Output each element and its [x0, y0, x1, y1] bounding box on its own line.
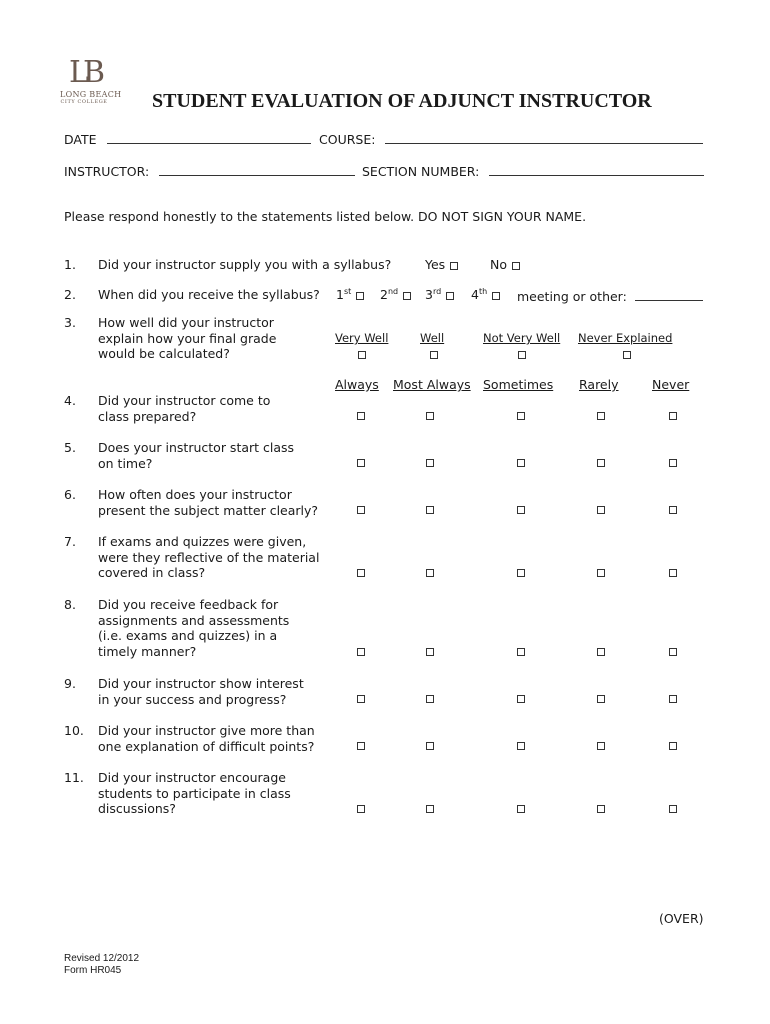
q3-option-well: Well — [420, 331, 445, 345]
footer — [64, 953, 139, 977]
q7-never-checkbox[interactable] — [669, 569, 677, 577]
q5-most-always-checkbox[interactable] — [426, 459, 434, 467]
instructor-label: INSTRUCTOR: — [64, 164, 150, 179]
q3-never-explained-checkbox[interactable] — [623, 351, 631, 359]
q7-sometimes-checkbox[interactable] — [517, 569, 525, 577]
q2-option-2nd: 2nd — [380, 287, 411, 302]
q9-never-checkbox[interactable] — [669, 695, 677, 703]
q2-text: When did you receive the syllabus? — [98, 287, 320, 302]
q4-never-checkbox[interactable] — [669, 412, 677, 420]
q3-well-checkbox[interactable] — [430, 351, 438, 359]
q8-most-always-checkbox[interactable] — [426, 648, 434, 656]
q6-never-checkbox[interactable] — [669, 506, 677, 514]
scale-most-always: Most Always — [393, 377, 471, 392]
college-logo — [60, 55, 122, 105]
page-title: STUDENT EVALUATION OF ADJUNCT INSTRUCTOR — [152, 90, 652, 112]
q1-yes-option: Yes — [425, 257, 458, 272]
q8-sometimes-checkbox[interactable] — [517, 648, 525, 656]
q7-number: 7. — [64, 534, 76, 549]
footer-revised: Revised 12/2012 — [64, 953, 140, 964]
scale-sometimes: Sometimes — [483, 377, 554, 392]
q2-4th-checkbox[interactable] — [492, 292, 500, 300]
q11-never-checkbox[interactable] — [669, 805, 677, 813]
course-input[interactable] — [385, 130, 703, 144]
q3-option-not-very-well: Not Very Well — [483, 331, 561, 345]
q10-always-checkbox[interactable] — [357, 742, 365, 750]
q10-number: 10. — [64, 723, 84, 738]
q2-option-1st: 1st — [336, 287, 364, 302]
course-label: COURSE: — [319, 132, 376, 147]
logo-line1: LONG BEACH — [60, 90, 122, 99]
q9-sometimes-checkbox[interactable] — [517, 695, 525, 703]
q5-rarely-checkbox[interactable] — [597, 459, 605, 467]
q7-text: If exams and quizzes were given, were they reflective of the material covered in class? — [98, 534, 320, 580]
instructions: Please respond honestly to the statements listed below. DO NOT SIGN YOUR NAME. — [64, 209, 587, 224]
q5-text: Does your instructor start class on time? — [98, 440, 295, 471]
q1-yes-checkbox[interactable] — [450, 262, 458, 270]
date-input[interactable] — [107, 130, 311, 144]
scale-always: Always — [335, 377, 379, 392]
date-field — [64, 130, 311, 147]
q1-number: 1. — [64, 257, 76, 272]
q9-text: Did your instructor show interest in your success and progress? — [98, 676, 304, 707]
q4-number: 4. — [64, 393, 76, 408]
date-label: DATE — [64, 132, 97, 147]
q8-text: Did you receive feedback for assignments and assessments (i.e. exams and quizzes) in a timely manner? — [98, 597, 290, 659]
q6-always-checkbox[interactable] — [357, 506, 365, 514]
q1-no-option: No — [490, 257, 520, 272]
q8-always-checkbox[interactable] — [357, 648, 365, 656]
q2-1st-checkbox[interactable] — [356, 292, 364, 300]
q10-rarely-checkbox[interactable] — [597, 742, 605, 750]
logo-line2: CITY COLLEGE — [60, 99, 108, 105]
q8-rarely-checkbox[interactable] — [597, 648, 605, 656]
q6-text: How often does your instructor present the subject matter clearly? — [98, 487, 319, 518]
section-field — [362, 162, 704, 179]
q6-sometimes-checkbox[interactable] — [517, 506, 525, 514]
q8-never-checkbox[interactable] — [669, 648, 677, 656]
q2-other-input[interactable] — [635, 287, 703, 301]
q3-option-never-explained: Never Explained — [578, 331, 673, 345]
scale-never: Never — [652, 377, 690, 392]
q6-rarely-checkbox[interactable] — [597, 506, 605, 514]
q11-number: 11. — [64, 770, 84, 785]
q7-rarely-checkbox[interactable] — [597, 569, 605, 577]
q2-option-3rd: 3rd — [425, 287, 454, 302]
instructor-field — [64, 162, 355, 179]
q2-2nd-checkbox[interactable] — [403, 292, 411, 300]
q11-rarely-checkbox[interactable] — [597, 805, 605, 813]
q4-text: Did your instructor come to class prepared? — [98, 393, 271, 424]
q6-most-always-checkbox[interactable] — [426, 506, 434, 514]
course-field — [319, 130, 703, 147]
q9-number: 9. — [64, 676, 76, 691]
section-input[interactable] — [489, 162, 704, 176]
q9-always-checkbox[interactable] — [357, 695, 365, 703]
q2-3rd-checkbox[interactable] — [446, 292, 454, 300]
q6-number: 6. — [64, 487, 76, 502]
q3-very-well-checkbox[interactable] — [358, 351, 366, 359]
q9-rarely-checkbox[interactable] — [597, 695, 605, 703]
q10-never-checkbox[interactable] — [669, 742, 677, 750]
q2-other-option: meeting or other: — [517, 287, 703, 304]
q11-text: Did your instructor encourage students to participate in class discussions? — [98, 770, 291, 816]
q7-always-checkbox[interactable] — [357, 569, 365, 577]
q4-sometimes-checkbox[interactable] — [517, 412, 525, 420]
section-label: SECTION NUMBER: — [362, 164, 480, 179]
q10-sometimes-checkbox[interactable] — [517, 742, 525, 750]
q8-number: 8. — [64, 597, 76, 612]
q2-number: 2. — [64, 287, 76, 302]
logo-mark: LB — [69, 55, 99, 90]
q5-number: 5. — [64, 440, 76, 455]
q4-rarely-checkbox[interactable] — [597, 412, 605, 420]
q4-always-checkbox[interactable] — [357, 412, 365, 420]
q3-number: 3. — [64, 315, 76, 330]
q5-always-checkbox[interactable] — [357, 459, 365, 467]
q11-most-always-checkbox[interactable] — [426, 805, 434, 813]
q4-most-always-checkbox[interactable] — [426, 412, 434, 420]
q11-always-checkbox[interactable] — [357, 805, 365, 813]
q11-sometimes-checkbox[interactable] — [517, 805, 525, 813]
q9-most-always-checkbox[interactable] — [426, 695, 434, 703]
footer-form: Form HR045 — [64, 965, 122, 976]
q2-option-4th: 4th — [471, 287, 500, 302]
q7-most-always-checkbox[interactable] — [426, 569, 434, 577]
q10-most-always-checkbox[interactable] — [426, 742, 434, 750]
q5-sometimes-checkbox[interactable] — [517, 459, 525, 467]
q3-not-very-well-checkbox[interactable] — [518, 351, 526, 359]
q1-text: Did your instructor supply you with a syllabus? — [98, 257, 392, 272]
q1-no-checkbox[interactable] — [512, 262, 520, 270]
q3-option-very-well: Very Well — [335, 331, 389, 345]
instructor-input[interactable] — [159, 162, 355, 176]
scale-rarely: Rarely — [579, 377, 619, 392]
q5-never-checkbox[interactable] — [669, 459, 677, 467]
q3-text: How well did your instructor explain how your final grade would be calculated? — [98, 315, 277, 361]
over-note: (OVER) — [659, 911, 704, 926]
q10-text: Did your instructor give more than one explanation of difficult points? — [98, 723, 315, 754]
